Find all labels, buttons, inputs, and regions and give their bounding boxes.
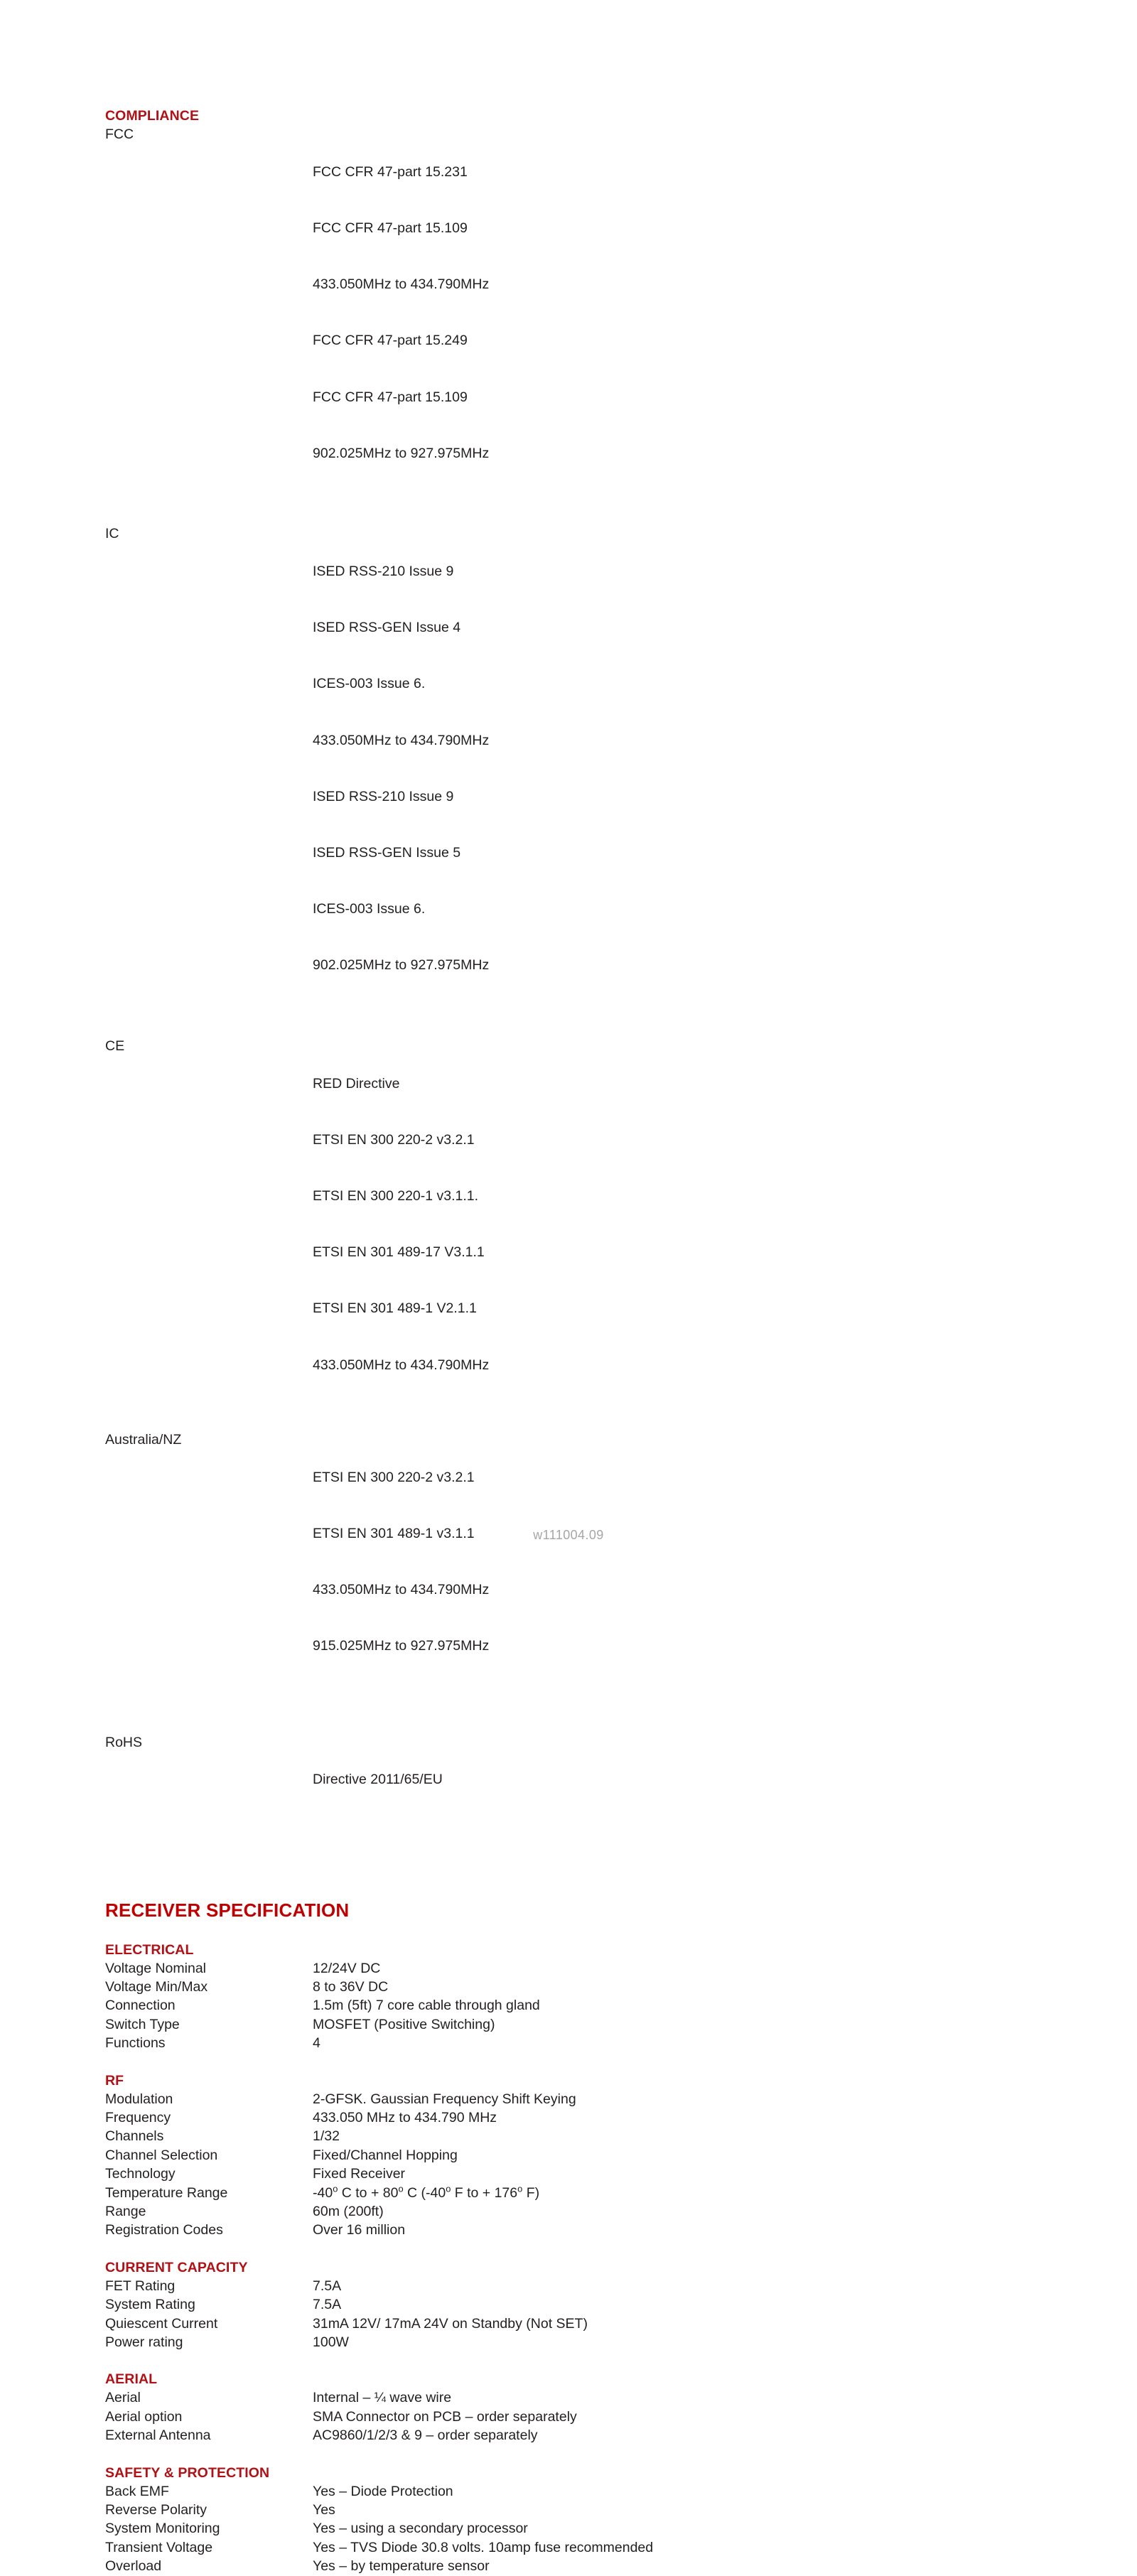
row-label: Functions [105, 2035, 166, 2052]
row-value: 12/24V DC [313, 1960, 381, 1976]
row-value: 1.5m (5ft) 7 core cable through gland [313, 1998, 540, 2014]
table-row [105, 2314, 1029, 2333]
row-value: 4 [313, 2035, 320, 2052]
row-label: FCC [105, 126, 134, 142]
row-label: Aerial option [105, 2408, 183, 2425]
row-label: CE [105, 1038, 125, 1054]
aerial-heading: AERIAL [105, 2371, 158, 2388]
document-code: w111004.09 [533, 1528, 604, 1542]
row-label: Voltage Nominal [105, 1960, 207, 1976]
row-label: Overload [105, 2558, 162, 2575]
row-value: Yes – TVS Diode 30.8 volts. 10amp fuse recommended [313, 2539, 654, 2555]
row-value: ETSI EN 300 220-2 v3.2.1 ETSI EN 301 489-1 v3.1.1 433.050MHz to 434.790MHz 915.025MHz to 927.975MHz [313, 1469, 490, 1654]
table-row [105, 2295, 1029, 2314]
compliance-rows [105, 125, 1029, 1827]
row-label: Frequency [105, 2109, 171, 2125]
current-capacity-heading: CURRENT CAPACITY [105, 2259, 248, 2275]
row-value: 100W [313, 2334, 349, 2351]
row-label: Quiescent Current [105, 2315, 218, 2332]
row-value: 433.050 MHz to 434.790 MHz [313, 2109, 497, 2125]
row-value: -40$^o$ C to + $80^o$ C (-40$^o$ F to + $176^o$ F) [313, 2183, 540, 2201]
electrical-rows [105, 1959, 1029, 2053]
row-value: 2-GFSK. Gaussian Frequency Shift Keying [313, 2091, 576, 2107]
table-row [105, 524, 1029, 1013]
table-row [105, 2090, 1029, 2108]
row-label: Range [105, 2204, 146, 2219]
row-value: 1/32 [313, 2128, 340, 2145]
row-label: Voltage Min/Max [105, 1978, 208, 1995]
row-value: FCC CFR 47-part 15.231 FCC CFR 47-part 15.109 433.050MHz to 434.790MHz FCC CFR 47-part 15.249 FCC CFR 47-part 15.109 902.025MHz to 927.975MHz [313, 163, 490, 461]
safety-protection-rows [105, 2482, 1029, 2576]
row-value: 31mA 12V/ 17mA 24V on Standby (Not SET) [313, 2315, 588, 2332]
table-row [105, 2015, 1029, 2034]
table-row [105, 2538, 1029, 2557]
row-label: Channels [105, 2128, 164, 2145]
table-row [105, 2501, 1029, 2519]
row-label: Temperature Range [105, 2184, 228, 2201]
safety-protection-heading: SAFETY & PROTECTION [105, 2464, 270, 2481]
row-value: Yes – using a secondary processor [313, 2521, 528, 2537]
row-label: IC [105, 526, 119, 542]
row-value: Over 16 million [313, 2222, 406, 2238]
row-value: Yes – by temperature sensor [313, 2558, 490, 2575]
table-row [105, 2557, 1029, 2575]
table-row [105, 2277, 1029, 2295]
row-label: Switch Type [105, 2016, 180, 2032]
row-value: AC9860/1/2/3 & 9 – order separately [313, 2427, 538, 2444]
row-label: FET Rating [105, 2278, 176, 2294]
row-label: Transient Voltage [105, 2539, 213, 2555]
table-row [105, 2221, 1029, 2239]
row-value: 7.5A [313, 2297, 342, 2313]
table-row [105, 2519, 1029, 2538]
table-row [105, 2127, 1029, 2145]
row-value: MOSFET (Positive Switching) [313, 2016, 495, 2032]
table-row [105, 2034, 1029, 2052]
row-value: 8 to 36V DC [313, 1978, 389, 1995]
receiver-specification-heading: RECEIVER SPECIFICATION [105, 1899, 350, 1921]
table-row [105, 1978, 1029, 1996]
row-label: Connection [105, 1998, 176, 2014]
table-row [105, 1996, 1029, 2015]
document-content [105, 107, 1029, 2576]
table-row [105, 2184, 1029, 2202]
row-value: RED Directive ETSI EN 300 220-2 v3.2.1 ETSI EN 300 220-1 v3.1.1. ETSI EN 301 489-17 V3.1.1 ETSI EN 301 489-1 V2.1.1 433.050MHz to 434.790MHz [313, 1075, 490, 1373]
electrical-heading: ELECTRICAL [105, 1941, 194, 1958]
row-value: Internal – ¼ wave wire [313, 2390, 452, 2406]
table-row [105, 2333, 1029, 2351]
row-label: External Antenna [105, 2427, 211, 2444]
table-row [105, 2426, 1029, 2445]
row-label: System Monitoring [105, 2521, 220, 2537]
table-row [105, 125, 1029, 500]
row-value: Fixed Receiver [313, 2166, 406, 2182]
table-row [105, 2408, 1029, 2426]
compliance-heading: COMPLIANCE [105, 108, 200, 124]
rf-heading: RF [105, 2072, 124, 2089]
row-value: 7.5A [313, 2278, 342, 2294]
row-label: Technology [105, 2166, 176, 2182]
row-label: Back EMF [105, 2483, 169, 2499]
row-label: Power rating [105, 2334, 183, 2351]
row-label: RoHS [105, 1734, 143, 1750]
row-value: ISED RSS-210 Issue 9 ISED RSS-GEN Issue 4 ICES-003 Issue 6. 433.050MHz to 434.790MHz ISED RSS-210 Issue 9 ISED RSS-GEN Issue 5 ICES-003 Issue 6. 902.025MHz to 927.975MHz [313, 563, 490, 974]
row-value: Directive 2011/65/EU [313, 1772, 443, 1788]
row-value: Yes [313, 2502, 335, 2518]
table-row [105, 1959, 1029, 1978]
row-label: Australia/NZ [105, 1431, 182, 1448]
row-value: Fixed/Channel Hopping [313, 2147, 458, 2163]
row-label: Channel Selection [105, 2147, 218, 2163]
table-row [105, 1430, 1029, 1693]
row-label: Reverse Polarity [105, 2502, 208, 2518]
aerial-rows [105, 2388, 1029, 2445]
row-label: System Rating [105, 2297, 195, 2313]
table-row [105, 2165, 1029, 2183]
table-row [105, 2388, 1029, 2407]
table-row [105, 1733, 1029, 1827]
table-row [105, 2108, 1029, 2127]
row-value: 60m (200ft) [313, 2204, 384, 2219]
table-row [105, 2146, 1029, 2165]
rf-rows [105, 2090, 1029, 2240]
page-footer [0, 1528, 1137, 1543]
row-value: SMA Connector on PCB – order separately [313, 2408, 577, 2425]
row-value: Yes – Diode Protection [313, 2483, 453, 2499]
row-label: Registration Codes [105, 2222, 223, 2238]
table-row [105, 2482, 1029, 2501]
current-capacity-rows [105, 2277, 1029, 2352]
table-row [105, 1037, 1029, 1412]
table-row [105, 2202, 1029, 2221]
row-label: Modulation [105, 2091, 173, 2107]
row-label: Aerial [105, 2390, 141, 2406]
